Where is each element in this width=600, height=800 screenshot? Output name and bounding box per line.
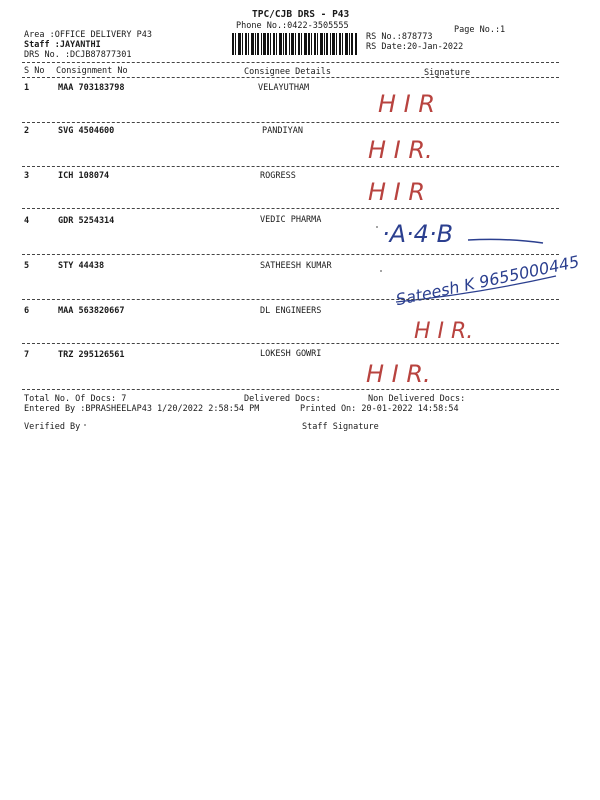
row-3-sno: 3 (24, 171, 30, 181)
entered-by: Entered By :BPRASHEELAP43 1/20/2022 2:58:54 PM (24, 404, 260, 414)
row-6-consignee: DL ENGINEERS (260, 306, 322, 316)
staff-signature: Staff Signature (302, 422, 379, 432)
row-3-signature (364, 174, 454, 208)
row-6-signature (410, 314, 490, 346)
row-divider (22, 208, 559, 209)
row-1-signature (374, 86, 464, 120)
column-sno: S No (24, 66, 45, 76)
area-label: Area :OFFICE DELIVERY P43 (24, 30, 152, 40)
svg-text:Sateesh K 9655000445: Sateesh K 9655000445 (394, 251, 581, 310)
row-2-consignee: PANDIYAN (262, 126, 303, 136)
svg-text:·A·4·B: ·A·4·B (382, 220, 454, 248)
total-docs: Total No. Of Docs: 7 (24, 394, 127, 404)
row-4-sno: 4 (24, 216, 30, 226)
row-divider (22, 299, 559, 300)
row-4-consignee: VEDIC PHARMA (260, 215, 322, 225)
document-title: TPC/CJB DRS - P43 (252, 9, 350, 20)
row-divider (22, 343, 559, 344)
row-7-consignee: LOKESH GOWRI (260, 349, 322, 359)
row-2-consignment: SVG 4504600 (58, 126, 115, 136)
page-number: Page No.:1 (454, 25, 506, 35)
row-2-signature (364, 132, 454, 166)
row-5-sno: 5 (24, 261, 30, 271)
row-6-sno: 6 (24, 306, 30, 316)
scan-speck (376, 226, 378, 228)
column-consignee: Consignee Details (244, 67, 331, 77)
row-5-consignment: STY 44438 (58, 261, 105, 271)
divider-header (22, 77, 559, 78)
scan-speck (380, 270, 382, 272)
column-consignment: Consignment No (56, 66, 128, 76)
row-1-consignee: VELAYUTHAM (258, 83, 310, 93)
row-6-consignment: MAA 563820667 (58, 306, 125, 316)
divider-top (22, 62, 559, 63)
row-4-signature (378, 216, 558, 252)
row-1-sno: 1 (24, 83, 30, 93)
row-5-consignee: SATHEESH KUMAR (260, 261, 332, 271)
svg-text:H I R.: H I R. (366, 360, 431, 388)
row-2-sno: 2 (24, 126, 30, 136)
svg-text:H I R.: H I R. (414, 319, 474, 344)
printed-on: Printed On: 20-01-2022 14:58:54 (300, 404, 459, 414)
divider-bottom (22, 389, 559, 390)
column-signature: Signature (424, 68, 471, 78)
phone-number: Phone No.:0422-3505555 (236, 21, 349, 31)
row-3-consignment: ICH 108074 (58, 171, 110, 181)
row-7-sno: 7 (24, 350, 30, 360)
staff-label: Staff :JAYANTHI (24, 40, 101, 50)
row-3-consignee: ROGRESS (260, 171, 296, 181)
svg-text:H I R: H I R (378, 90, 436, 118)
non-delivered-docs: Non Delivered Docs: (368, 394, 466, 404)
rs-date: RS Date:20-Jan-2022 (366, 42, 464, 52)
rs-number: RS No.:878773 (366, 32, 433, 42)
svg-text:H I R: H I R (368, 178, 426, 206)
delivered-docs: Delivered Docs: (244, 394, 321, 404)
row-4-consignment: GDR 5254314 (58, 216, 115, 226)
row-divider (22, 166, 559, 167)
verified-by: Verified By (24, 422, 81, 432)
row-7-signature (362, 356, 452, 390)
scan-speck (84, 424, 86, 426)
barcode (232, 33, 357, 55)
row-divider (22, 122, 559, 123)
svg-text:H I R.: H I R. (368, 136, 433, 164)
row-7-consignment: TRZ 295126561 (58, 350, 125, 360)
row-1-consignment: MAA 703183798 (58, 83, 125, 93)
drs-number: DRS No. :DCJB87877301 (24, 50, 132, 60)
